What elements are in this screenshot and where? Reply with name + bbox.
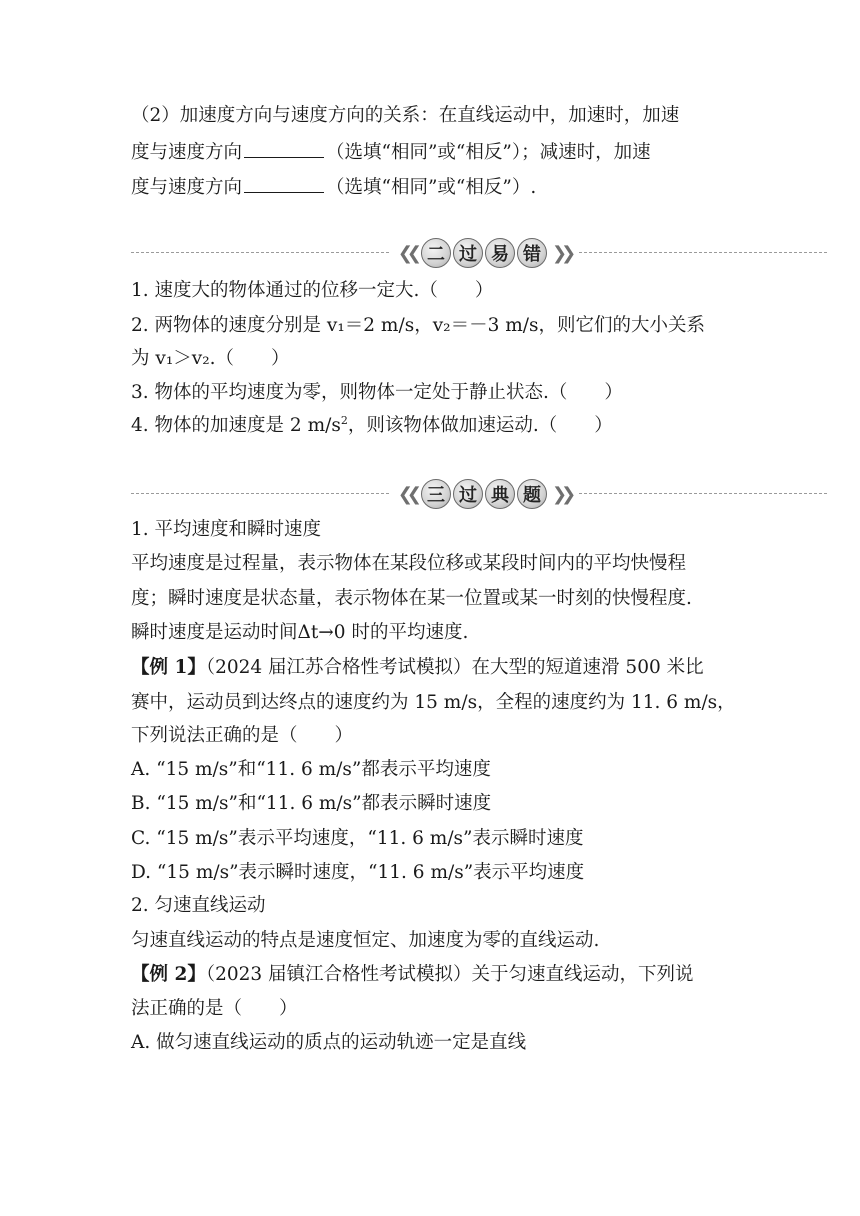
example-1-line3: 下列说法正确的是（ ） <box>131 725 354 746</box>
question-2-line2: 为 v₁＞v₂.（ ） <box>131 348 290 369</box>
question-1: 1. 速度大的物体通过的位移一定大.（ ） <box>131 280 494 301</box>
paragraph-line: 瞬时速度是运动时间Δt→0 时的平均速度. <box>131 622 469 643</box>
example-2-line1 <box>131 963 694 987</box>
text-line: （2）加速度方向与速度方向的关系：在直线运动中，加速时，加速 <box>131 105 680 126</box>
text-fragment: （选填“相同”或“相反”）. <box>326 177 537 198</box>
badge-char: 易 <box>485 238 515 268</box>
text-line <box>131 141 651 165</box>
paragraph-line: 匀速直线运动的特点是速度恒定、加速度为零的直线运动. <box>131 930 600 951</box>
option-b: B. “15 m/s”和“11. 6 m/s”都表示瞬时速度 <box>131 793 492 814</box>
superscript: 2 <box>340 413 348 427</box>
topic-heading: 2. 匀速直线运动 <box>131 895 266 916</box>
dashed-rule-right <box>579 252 827 253</box>
section-divider-three <box>131 477 827 511</box>
text-fragment: 度与速度方向 <box>131 142 243 163</box>
badge-char: 错 <box>517 238 547 268</box>
question-3: 3. 物体的平均速度为零，则物体一定处于静止状态.（ ） <box>131 382 623 403</box>
question-2-line1: 2. 两物体的速度分别是 v₁＝2 m/s，v₂＝－3 m/s，则它们的大小关系 <box>131 315 705 336</box>
double-chevron-left-icon: ❮❮ <box>397 242 416 264</box>
option-a: A. “15 m/s”和“11. 6 m/s”都表示平均速度 <box>131 759 491 780</box>
option-c: C. “15 m/s”表示平均速度，“11. 6 m/s”表示瞬时速度 <box>131 828 584 849</box>
text-fragment: （选填“相同”或“相反”）；减速时，加速 <box>326 142 651 163</box>
badge-char: 过 <box>453 238 483 268</box>
option-d: D. “15 m/s”表示瞬时速度，“11. 6 m/s”表示平均速度 <box>131 862 585 883</box>
section-divider-two <box>131 236 827 270</box>
section-badge <box>389 236 579 270</box>
dashed-rule-left <box>131 493 389 494</box>
text-line <box>131 176 536 200</box>
text-fragment: （2023 届镇江合格性考试模拟）关于匀速直线运动，下列说 <box>205 964 694 985</box>
example-1-line2: 赛中，运动员到达终点的速度约为 15 m/s，全程的速度约为 11. 6 m/s， <box>131 692 736 713</box>
double-chevron-left-icon: ❮❮ <box>397 483 416 505</box>
section-badge <box>389 477 579 511</box>
dashed-rule-right <box>579 493 827 494</box>
double-chevron-right-icon: ❯❯ <box>552 242 571 264</box>
double-chevron-right-icon: ❯❯ <box>552 483 571 505</box>
fill-blank[interactable] <box>244 141 324 158</box>
badge-char: 三 <box>421 479 451 509</box>
example-label: 【例 1】 <box>131 657 206 678</box>
example-1-line1 <box>131 656 704 680</box>
badge-char: 过 <box>453 479 483 509</box>
text-fragment: ，则该物体做加速运动.（ ） <box>347 415 613 436</box>
fill-blank[interactable] <box>244 176 324 193</box>
badge-char: 二 <box>421 238 451 268</box>
text-fragment: （2024 届江苏合格性考试模拟）在大型的短道速滑 500 米比 <box>205 657 704 678</box>
example-2-line2: 法正确的是（ ） <box>131 998 298 1019</box>
badge-char: 典 <box>485 479 515 509</box>
text-fragment: 4. 物体的加速度是 2 m/s <box>131 415 341 436</box>
paragraph-line: 度；瞬时速度是状态量，表示物体在某一位置或某一时刻的快慢程度. <box>131 588 692 609</box>
question-4 <box>131 414 613 438</box>
option-a: A. 做匀速直线运动的质点的运动轨迹一定是直线 <box>131 1032 527 1053</box>
paragraph-line: 平均速度是过程量，表示物体在某段位移或某段时间内的平均快慢程 <box>131 553 687 574</box>
example-label: 【例 2】 <box>131 964 206 985</box>
text-fragment: 度与速度方向 <box>131 177 243 198</box>
badge-char: 题 <box>517 479 547 509</box>
dashed-rule-left <box>131 252 389 253</box>
topic-heading: 1. 平均速度和瞬时速度 <box>131 519 322 540</box>
